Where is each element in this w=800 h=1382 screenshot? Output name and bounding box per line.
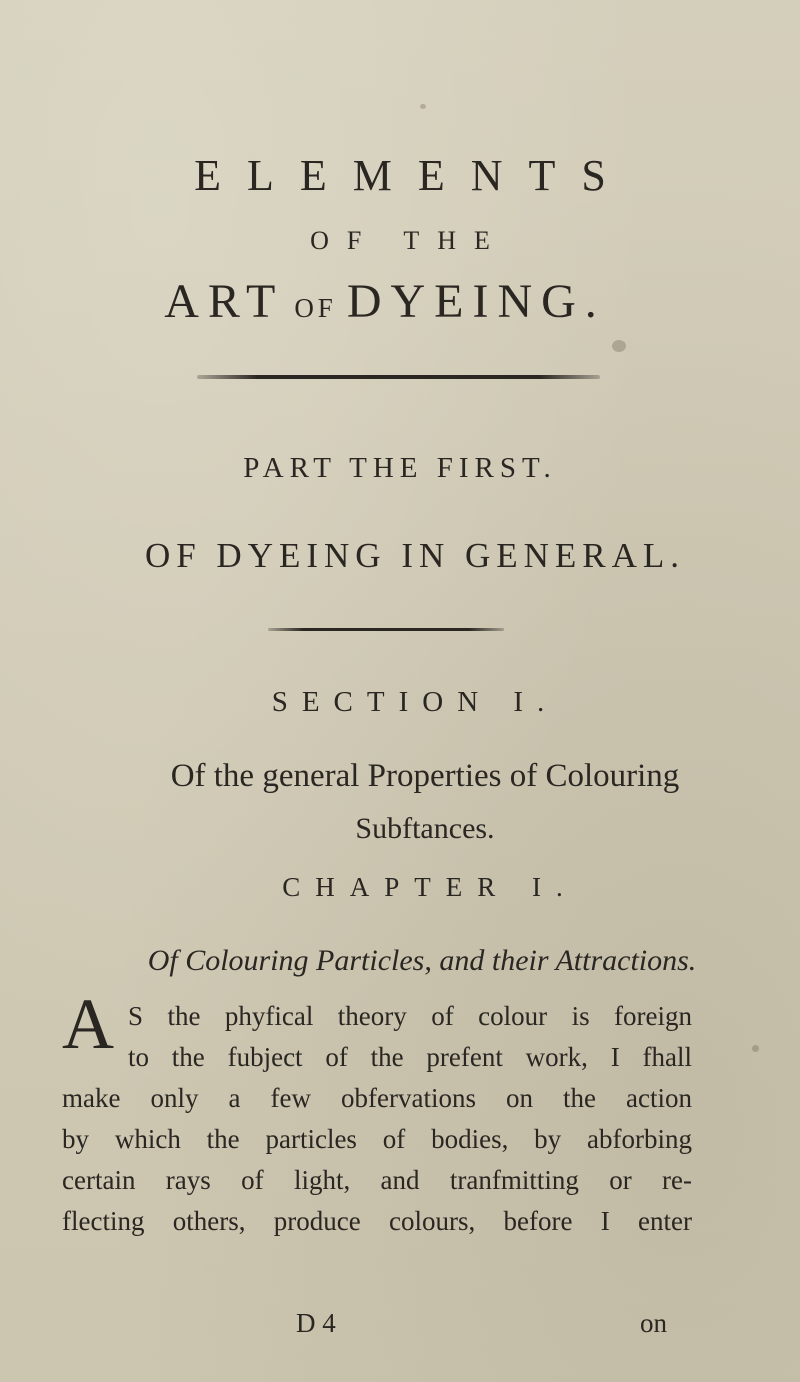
body-line-2: to the fubject of the prefent work, I fhall: [128, 1042, 692, 1072]
foxing-spot: [612, 340, 626, 352]
body-line-6: flecting others, produce colours, before I enter: [62, 1206, 692, 1236]
part-heading: PART THE FIRST.: [243, 452, 557, 484]
drop-cap: A: [62, 984, 114, 1064]
section-title-line-1: Of the general Properties of Colouring: [170, 758, 680, 794]
title-art-of-dyeing: [0, 274, 785, 329]
body-paragraph: [62, 984, 692, 1242]
title-of: OF: [294, 293, 337, 323]
title-art: ART: [164, 275, 285, 328]
catchword: on: [640, 1308, 667, 1338]
section-title-line-2: Subftances.: [355, 812, 495, 845]
body-line-5: certain rays of light, and tranfmitting or re-: [62, 1165, 692, 1195]
section-label: SECTION I.: [271, 686, 559, 718]
foxing-spot: [420, 104, 426, 109]
body-line-1: S the phyfical theory of colour is foreign: [128, 1001, 692, 1031]
title-elements: ELEMENTS: [194, 151, 632, 200]
chapter-label: CHAPTER I.: [282, 872, 578, 902]
general-heading: OF DYEING IN GENERAL.: [144, 536, 686, 575]
ornamental-rule-top: [197, 375, 600, 379]
ornamental-rule-middle: [268, 628, 504, 631]
body-line-4: by which the particles of bodies, by abforbing: [62, 1124, 692, 1154]
chapter-title: Of Colouring Particles, and their Attractions.: [147, 944, 697, 977]
title-dyeing: DYEING.: [346, 275, 606, 328]
signature-mark: D 4: [296, 1308, 336, 1338]
foxing-spot: [752, 1045, 759, 1052]
body-line-3: make only a few obfervations on the action: [62, 1083, 692, 1113]
title-of-the: OF THE: [310, 226, 508, 255]
